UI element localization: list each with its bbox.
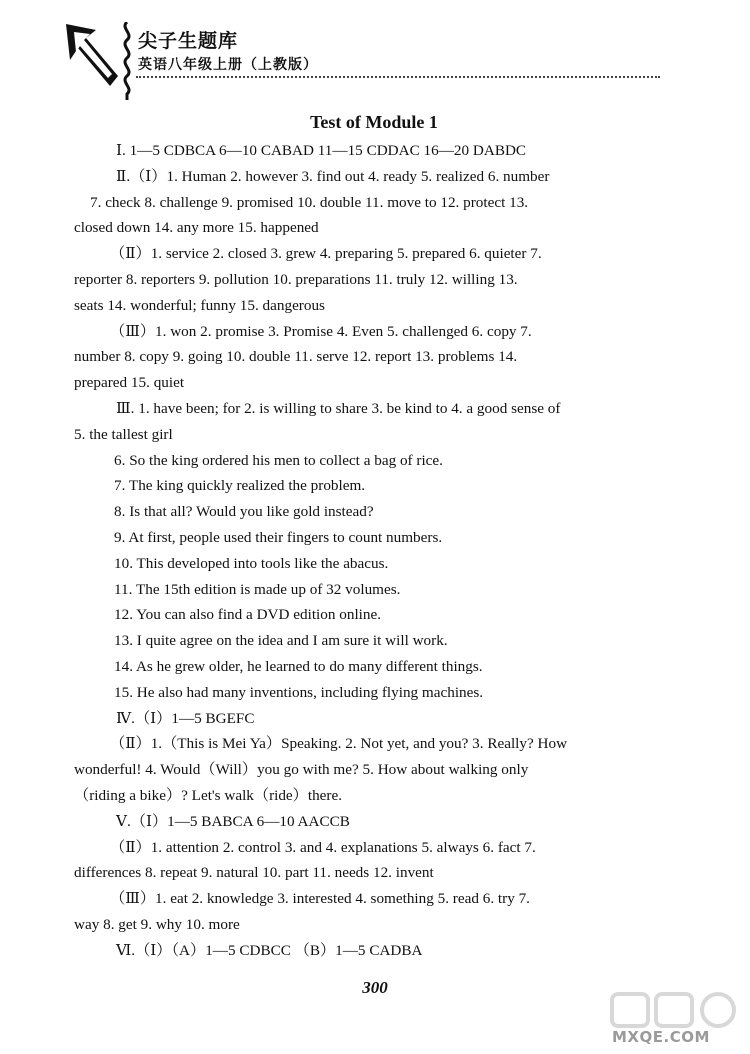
answer-line: 7. check 8. challenge 9. promised 10. double 11. move to 12. protect 13. bbox=[90, 193, 529, 211]
answer-line: 12. You can also find a DVD edition online. bbox=[114, 606, 382, 624]
answer-line: （Ⅲ）1. won 2. promise 3. Promise 4. Even 5. challenged 6. copy 7. bbox=[110, 322, 532, 340]
brand-title: 尖子生题库 bbox=[138, 30, 239, 52]
answer-line: 6. So the king ordered his men to collect a bag of rice. bbox=[114, 451, 443, 469]
header-dotted-rule bbox=[136, 76, 660, 78]
answer-line: Ⅳ.（Ⅰ）1—5 BGEFC bbox=[116, 709, 255, 727]
answer-line: wonderful! 4. Would（Will）you go with me? 5. How about walking only bbox=[74, 761, 529, 779]
answer-content bbox=[74, 112, 668, 964]
page-title: Test of Module 1 bbox=[310, 112, 438, 132]
answer-line: Ⅱ.（Ⅰ）1. Human 2. however 3. find out 4. ready 5. realized 6. number bbox=[116, 167, 550, 185]
page-header bbox=[0, 0, 750, 110]
answer-line: （Ⅱ）1. service 2. closed 3. grew 4. preparing 5. prepared 6. quieter 7. bbox=[110, 245, 542, 263]
answer-line: 11. The 15th edition is made up of 32 volumes. bbox=[114, 580, 401, 598]
answer-line: closed down 14. any more 15. happened bbox=[74, 219, 319, 237]
answer-line: seats 14. wonderful; funny 15. dangerous bbox=[74, 296, 325, 314]
watermark-text: MXQE.COM bbox=[612, 1028, 710, 1046]
answer-line: reporter 8. reporters 9. pollution 10. preparations 11. truly 12. willing 13. bbox=[74, 270, 518, 288]
answer-line: 14. As he grew older, he learned to do many different things. bbox=[114, 657, 483, 675]
answer-line: 10. This developed into tools like the abacus. bbox=[114, 554, 389, 572]
answer-line: （riding a bike）? Let's walk（ride）there. bbox=[74, 786, 343, 804]
answer-line: Ⅵ.（Ⅰ）（A）1—5 CDBCC （B）1—5 CADBA bbox=[116, 941, 423, 959]
wave-divider-icon bbox=[120, 22, 134, 100]
answer-line: 13. I quite agree on the idea and I am sure it will work. bbox=[114, 632, 448, 650]
answer-line: Ⅲ. 1. have been; for 2. is willing to share 3. be kind to 4. a good sense of bbox=[116, 399, 561, 417]
answer-line: 8. Is that all? Would you like gold instead? bbox=[114, 503, 374, 521]
answer-line: way 8. get 9. why 10. more bbox=[74, 915, 240, 933]
answer-line: 15. He also had many inventions, including flying machines. bbox=[114, 683, 484, 701]
answer-line: Ⅴ.（Ⅰ）1—5 BABCA 6—10 AACCB bbox=[116, 812, 350, 830]
answer-line: Ⅰ. 1—5 CDBCA 6—10 CABAD 11—15 CDDAC 16—20 DABDC bbox=[116, 142, 527, 159]
arrow-logo-icon bbox=[62, 20, 124, 92]
answer-line: （Ⅱ）1.（This is Mei Ya）Speaking. 2. Not yet, and you? 3. Really? How bbox=[110, 735, 568, 753]
answer-line: 5. the tallest girl bbox=[74, 425, 173, 443]
answer-line: （Ⅲ）1. eat 2. knowledge 3. interested 4. something 5. read 6. try 7. bbox=[110, 890, 530, 908]
brand-subtitle: 英语八年级上册（上教版） bbox=[138, 57, 318, 73]
answer-line: （Ⅱ）1. attention 2. control 3. and 4. explanations 5. always 6. fact 7. bbox=[110, 838, 536, 856]
answer-line: differences 8. repeat 9. natural 10. part 11. needs 12. invent bbox=[74, 864, 434, 882]
answer-line: number 8. copy 9. going 10. double 11. serve 12. report 13. problems 14. bbox=[74, 348, 518, 366]
answer-line: 7. The king quickly realized the problem. bbox=[114, 477, 366, 495]
answer-line: prepared 15. quiet bbox=[74, 374, 185, 392]
page-number: 300 bbox=[362, 978, 388, 997]
answer-line: 9. At first, people used their fingers to count numbers. bbox=[114, 528, 443, 546]
